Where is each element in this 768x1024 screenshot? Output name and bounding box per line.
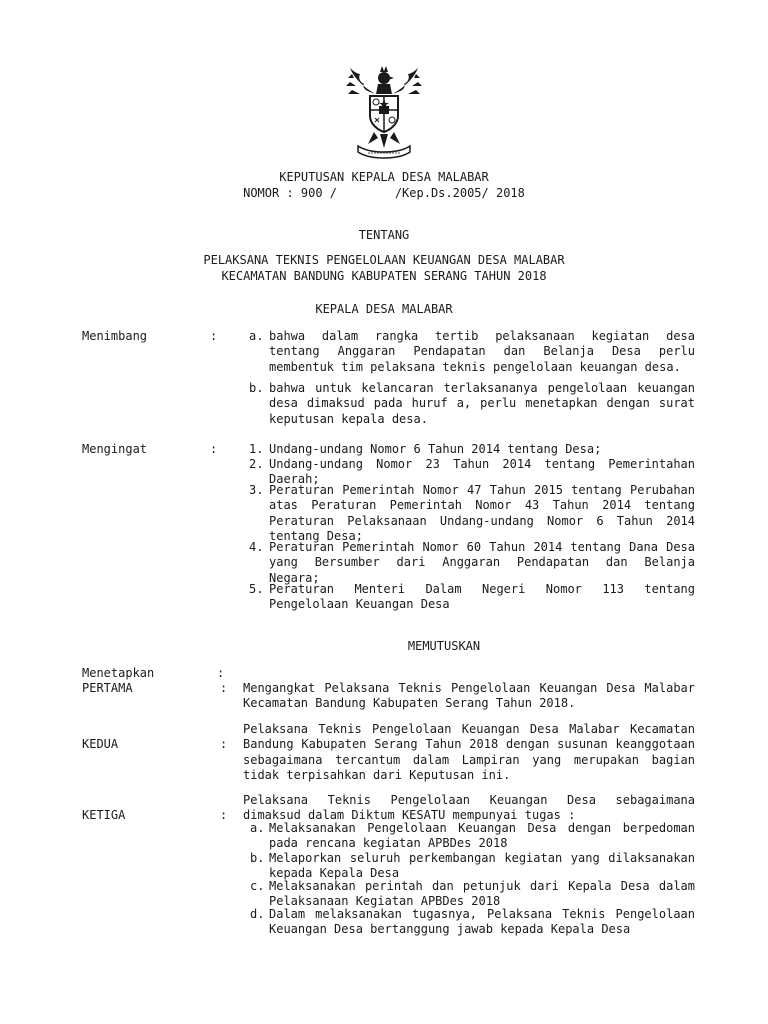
memutuskan-heading: MEMUTUSKAN — [407, 639, 481, 653]
kedua-colon: : — [220, 737, 228, 751]
decree-title: KEPUTUSAN KEPALA DESA MALABAR — [279, 170, 489, 184]
mengingat-item-3: Peraturan Pemerintah Nomor 47 Tahun 2015 tentang Perubahan atas Peraturan Pemerintah Nomor 43 Tahun 2014 tentang Peraturan Pelaksanaan Undang-undang Nomor 6 Tahun 2014 tentang Desa; — [269, 483, 695, 544]
list-marker: 5. — [249, 582, 264, 596]
official-title: KEPALA DESA MALABAR — [315, 302, 453, 316]
list-marker: 4. — [249, 540, 264, 554]
kedua-text: Pelaksana Teknis Pengelolaan Keuangan Desa Malabar Kecamatan Bandung Kabupaten Serang Tahun 2018 dengan susunan keanggotaan sebagaimana tercantum dalam Lampiran yang merupakan bagian tidak terpisahkan dari Keputusan ini. — [243, 722, 695, 783]
mengingat-item-5: Peraturan Menteri Dalam Negeri Nomor 113 tentang Pengelolaan Keuangan Desa — [269, 582, 695, 612]
list-marker: 2. — [249, 457, 264, 471]
garuda-emblem-icon — [344, 64, 424, 160]
list-marker: 1. — [249, 442, 264, 456]
mengingat-item-2: Undang-undang Nomor 23 Tahun 2014 tentang Pemerintahan Daerah; — [269, 457, 695, 487]
tentang-heading: TENTANG — [358, 228, 410, 242]
ketiga-item-d: Dalam melaksanakan tugasnya, Pelaksana Teknis Pengelolaan Keuangan Desa bertanggung jawab kepada Kepala Desa — [269, 907, 695, 937]
subject-line-2: KECAMATAN BANDUNG KABUPATEN SERANG TAHUN 2018 — [221, 269, 547, 283]
list-marker: 3. — [249, 483, 264, 497]
pertama-label: PERTAMA — [82, 681, 133, 695]
menimbang-label: Menimbang — [82, 329, 148, 343]
pertama-text: Mengangkat Pelaksana Teknis Pengelolaan Keuangan Desa Malabar Kecamatan Bandung Kabupaten Serang Tahun 2018. — [243, 681, 695, 711]
mengingat-colon: : — [210, 442, 218, 456]
ketiga-item-c: Melaksanakan perintah dan petunjuk dari Kepala Desa dalam Pelaksanaan Kegiatan APBDes 2018 — [269, 879, 695, 909]
list-marker: b. — [249, 381, 264, 395]
ketiga-item-a: Melaksanakan Pengelolaan Keuangan Desa dengan berpedoman pada rencana kegiatan APBDes 2018 — [269, 821, 695, 851]
kedua-label: KEDUA — [82, 737, 119, 751]
list-marker: b. — [250, 851, 265, 865]
ketiga-colon: : — [220, 808, 228, 822]
ketiga-item-b: Melaporkan seluruh perkembangan kegiatan yang dilaksanakan kepada Kepala Desa — [269, 851, 695, 881]
list-marker: a. — [249, 329, 264, 343]
menimbang-colon: : — [210, 329, 218, 343]
mengingat-item-1: Undang-undang Nomor 6 Tahun 2014 tentang Desa; — [269, 442, 602, 456]
mengingat-label: Mengingat — [82, 442, 148, 456]
menimbang-item-a: bahwa dalam rangka tertib pelaksanaan kegiatan desa tentang Anggaran Pendapatan dan Belanja Desa perlu membentuk tim pelaksana teknis pengelolaan keuangan desa. — [269, 329, 695, 374]
list-marker: a. — [250, 821, 265, 835]
ketiga-intro: Pelaksana Teknis Pengelolaan Keuangan Desa sebagaimana dimaksud dalam Diktum KESATU mempunyai tugas : — [243, 793, 695, 823]
menetapkan-label: Menetapkan — [82, 666, 155, 680]
pertama-colon: : — [220, 681, 228, 695]
subject-line-1: PELAKSANA TEKNIS PENGELOLAAN KEUANGAN DESA MALABAR — [203, 253, 565, 267]
menimbang-item-b: bahwa untuk kelancaran terlaksananya pengelolaan keuangan desa dimaksud pada huruf a, perlu menetapkan dengan surat keputusan kepala desa. — [269, 381, 695, 426]
decree-number: NOMOR : 900 / /Kep.Ds.2005/ 2018 — [243, 186, 525, 200]
list-marker: c. — [250, 879, 265, 893]
mengingat-item-4: Peraturan Pemerintah Nomor 60 Tahun 2014 tentang Dana Desa yang Bersumber dari Anggaran Pendapatan dan Belanja Negara; — [269, 540, 695, 585]
menetapkan-colon: : — [217, 666, 225, 680]
list-marker: d. — [250, 907, 265, 921]
ketiga-label: KETIGA — [82, 808, 126, 822]
